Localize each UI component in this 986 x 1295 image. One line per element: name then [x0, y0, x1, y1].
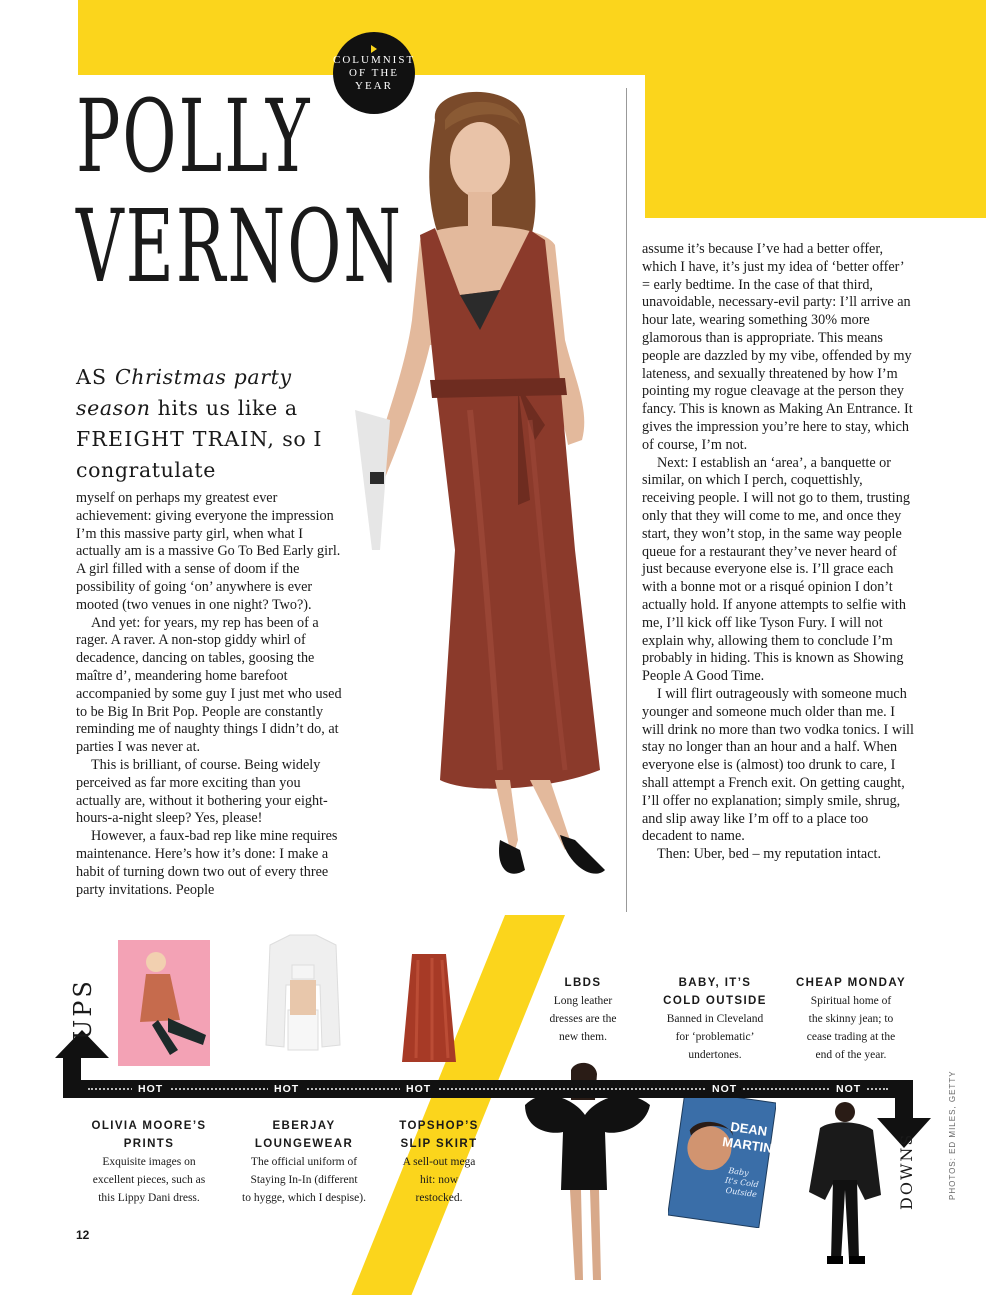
title-line-2: VERNON: [76, 188, 404, 305]
desc-line: the skinny jean; to: [808, 1013, 894, 1025]
eberjay-loungewear-photo: [262, 925, 344, 1065]
downs-label: DOWNS: [897, 1132, 916, 1210]
desc-line: Staying In-In (different: [250, 1174, 358, 1186]
title-line: COLD OUTSIDE: [663, 995, 767, 1007]
title-line: EBERJAY: [272, 1120, 336, 1132]
page-number: 12: [76, 1228, 90, 1242]
down-item-desc: [655, 1010, 775, 1064]
up-item-title: [380, 1117, 498, 1153]
title-line: TOPSHOP’S: [399, 1120, 479, 1132]
topshop-slip-skirt-photo: [398, 950, 460, 1068]
dean-martin-album-cover: [668, 1090, 776, 1228]
badge-line-3: YEAR: [355, 80, 393, 92]
not-tag: NOT: [706, 1083, 743, 1095]
lead-caps: FREIGHT TRAIN,: [76, 427, 276, 451]
title-line: SLIP SKIRT: [400, 1138, 478, 1150]
up-item-title: [235, 1117, 373, 1153]
body-column-2: [642, 241, 914, 864]
album-subtitle-line-2: It's Cold: [724, 1175, 760, 1190]
triangle-icon: [371, 45, 377, 53]
ups-label: UPS: [69, 978, 97, 1040]
desc-line: this Lippy Dani dress.: [98, 1192, 200, 1204]
title-line-1: POLLY: [76, 78, 312, 195]
photo-credit: PHOTOS: ED MILES, GETTY: [948, 1070, 957, 1200]
not-tag: NOT: [830, 1083, 867, 1095]
title-line: CHEAP MONDAY: [795, 977, 907, 989]
up-item-title: [80, 1117, 218, 1153]
badge-line-1: COLUMNIST: [333, 54, 416, 66]
body-column-1: [76, 490, 346, 899]
title-line: PRINTS: [123, 1138, 175, 1150]
up-item-desc: [380, 1153, 498, 1207]
desc-line: restocked.: [415, 1192, 463, 1204]
hot-tag: HOT: [268, 1083, 305, 1095]
title-line: LOUNGEWEAR: [254, 1138, 354, 1150]
down-item-title: [788, 974, 914, 992]
down-item-title: [528, 974, 638, 992]
title-line: BABY, IT’S: [678, 977, 752, 989]
paragraph: However, a faux-bad rep like mine requires maintenance. Here’s how it’s done: I make a habit of turning down two out of every three party invitations. People: [76, 828, 338, 898]
desc-line: for ‘problematic’: [675, 1031, 755, 1043]
ups-arrow-stem: [63, 1055, 81, 1098]
paragraph: assume it’s because I’ve had a better offer, which I have, it’s just my idea of ‘better offer’ = early bedtime. In the case of that third, unavoidable, necessary-evil party: I’ll arrive an hour late, wearing something 30% more glamorous than is appropriate. This means people are dazzled by my vibe, offended by my lateness, and sexually threatened by how I’m pointing my rogue cleavage at the person they fancy. This is known as Making An Entrance. It gives the impression you’re here to stay, which of course, I’m not.: [642, 241, 913, 453]
desc-line: A sell-out mega: [402, 1156, 476, 1168]
desc-line: Banned in Cleveland: [666, 1013, 764, 1025]
lead-italic: Christmas party season: [76, 365, 292, 420]
desc-line: new them.: [559, 1031, 607, 1043]
up-item-desc: [235, 1153, 373, 1207]
down-item-title: [655, 974, 775, 1010]
yellow-banner-top: [78, 0, 986, 75]
desc-line: to hygge, which I despise).: [242, 1192, 366, 1204]
columnist-photo: [350, 80, 630, 910]
lead-as: AS: [76, 365, 115, 389]
desc-line: dresses are the: [549, 1013, 617, 1025]
desc-line: Exquisite images on: [102, 1156, 196, 1168]
desc-line: cease trading at the: [806, 1031, 896, 1043]
album-subtitle-line-3: Outside: [725, 1185, 758, 1200]
lead-text-2: so I congratulate: [76, 427, 323, 482]
cheap-monday-model-photo: [795, 1100, 885, 1268]
downs-arrow-stem: [895, 1080, 913, 1120]
paragraph: I will flirt outrageously with someone much younger and someone much older than me. I will drink no more than two vodka tonics. I will stay no longer than an hour and a half. When everyone else is (almost) too drunk to care, I shall attempt a French exit. On getting caught, I’ll offer no explanation; simply smile, shrug, and slip away like I’m off to a place too decadent to name.: [642, 685, 914, 845]
paragraph: myself on perhaps my greatest ever achievement: giving everyone the impression I’m this massive party girl, when what I actually am is a massive Go To Bed Early girl. A girl filled with a sense of doom if the possibility of going ‘on’ anywhere is ever mooted (two venues in one night? Two?).: [76, 490, 341, 613]
album-title-line-2: MARTIN: [721, 1133, 774, 1156]
lead-text-1: hits us like a: [150, 396, 298, 420]
down-item-desc: [528, 992, 638, 1046]
album-title-line-1: DEAN: [729, 1118, 769, 1139]
paragraph: This is brilliant, of course. Being widely perceived as far more exciting than you actually are, without it bothering your eight-hours-a-night sleep? Yes, please!: [76, 756, 328, 827]
desc-line: Spiritual home of: [810, 995, 892, 1007]
down-item-desc: [788, 992, 914, 1064]
hot-tag: HOT: [132, 1083, 169, 1095]
desc-line: end of the year.: [815, 1049, 887, 1061]
olivia-moore-dress-photo: [118, 940, 210, 1066]
yellow-block-right: [645, 75, 986, 218]
lead-paragraph: [76, 362, 366, 486]
up-item-desc: [80, 1153, 218, 1207]
desc-line: hit: now: [419, 1174, 458, 1186]
title-line: OLIVIA MOORE’S: [91, 1120, 207, 1132]
hot-tag: HOT: [400, 1083, 437, 1095]
paragraph: And yet: for years, my rep has been of a rager. A raver. A non-stop giddy whirl of decadence, dancing on tables, goosing the maître d’, meandering home barefoot accompanied by some guy I just met who used to be Big In Brit Pop. People are constantly reminding me of naughty things I didn’t do, at parties I was never at.: [76, 614, 342, 756]
paragraph: Then: Uber, bed – my reputation intact.: [657, 846, 881, 863]
title-line: LBDS: [564, 977, 602, 989]
desc-line: excellent pieces, such as: [92, 1174, 206, 1186]
desc-line: undertones.: [688, 1049, 742, 1061]
badge-line-2: OF THE: [349, 67, 399, 79]
desc-line: Long leather: [553, 995, 613, 1007]
album-subtitle-line-1: Baby: [727, 1166, 750, 1178]
paragraph: Next: I establish an ‘area’, a banquette or similar, on which I perch, coquettishly, receiving people. I will not go to them, trusting only that they will come to me, and once they start, they won’t stop, in the same way people queue for a restaurant they’ve never heard of just because everyone else is. I’ll grace each with a bonne mot or a risqué opinion I don’t actually hold. If anyone attempts to selfie with me, I’ll kick off like Tyson Fury. I will not explain why, allowing them to conclude I’m probably in hiding. This is known as Showing People A Good Time.: [642, 454, 910, 685]
desc-line: The official uniform of: [250, 1156, 358, 1168]
bar-dotted-line: [88, 1088, 888, 1090]
